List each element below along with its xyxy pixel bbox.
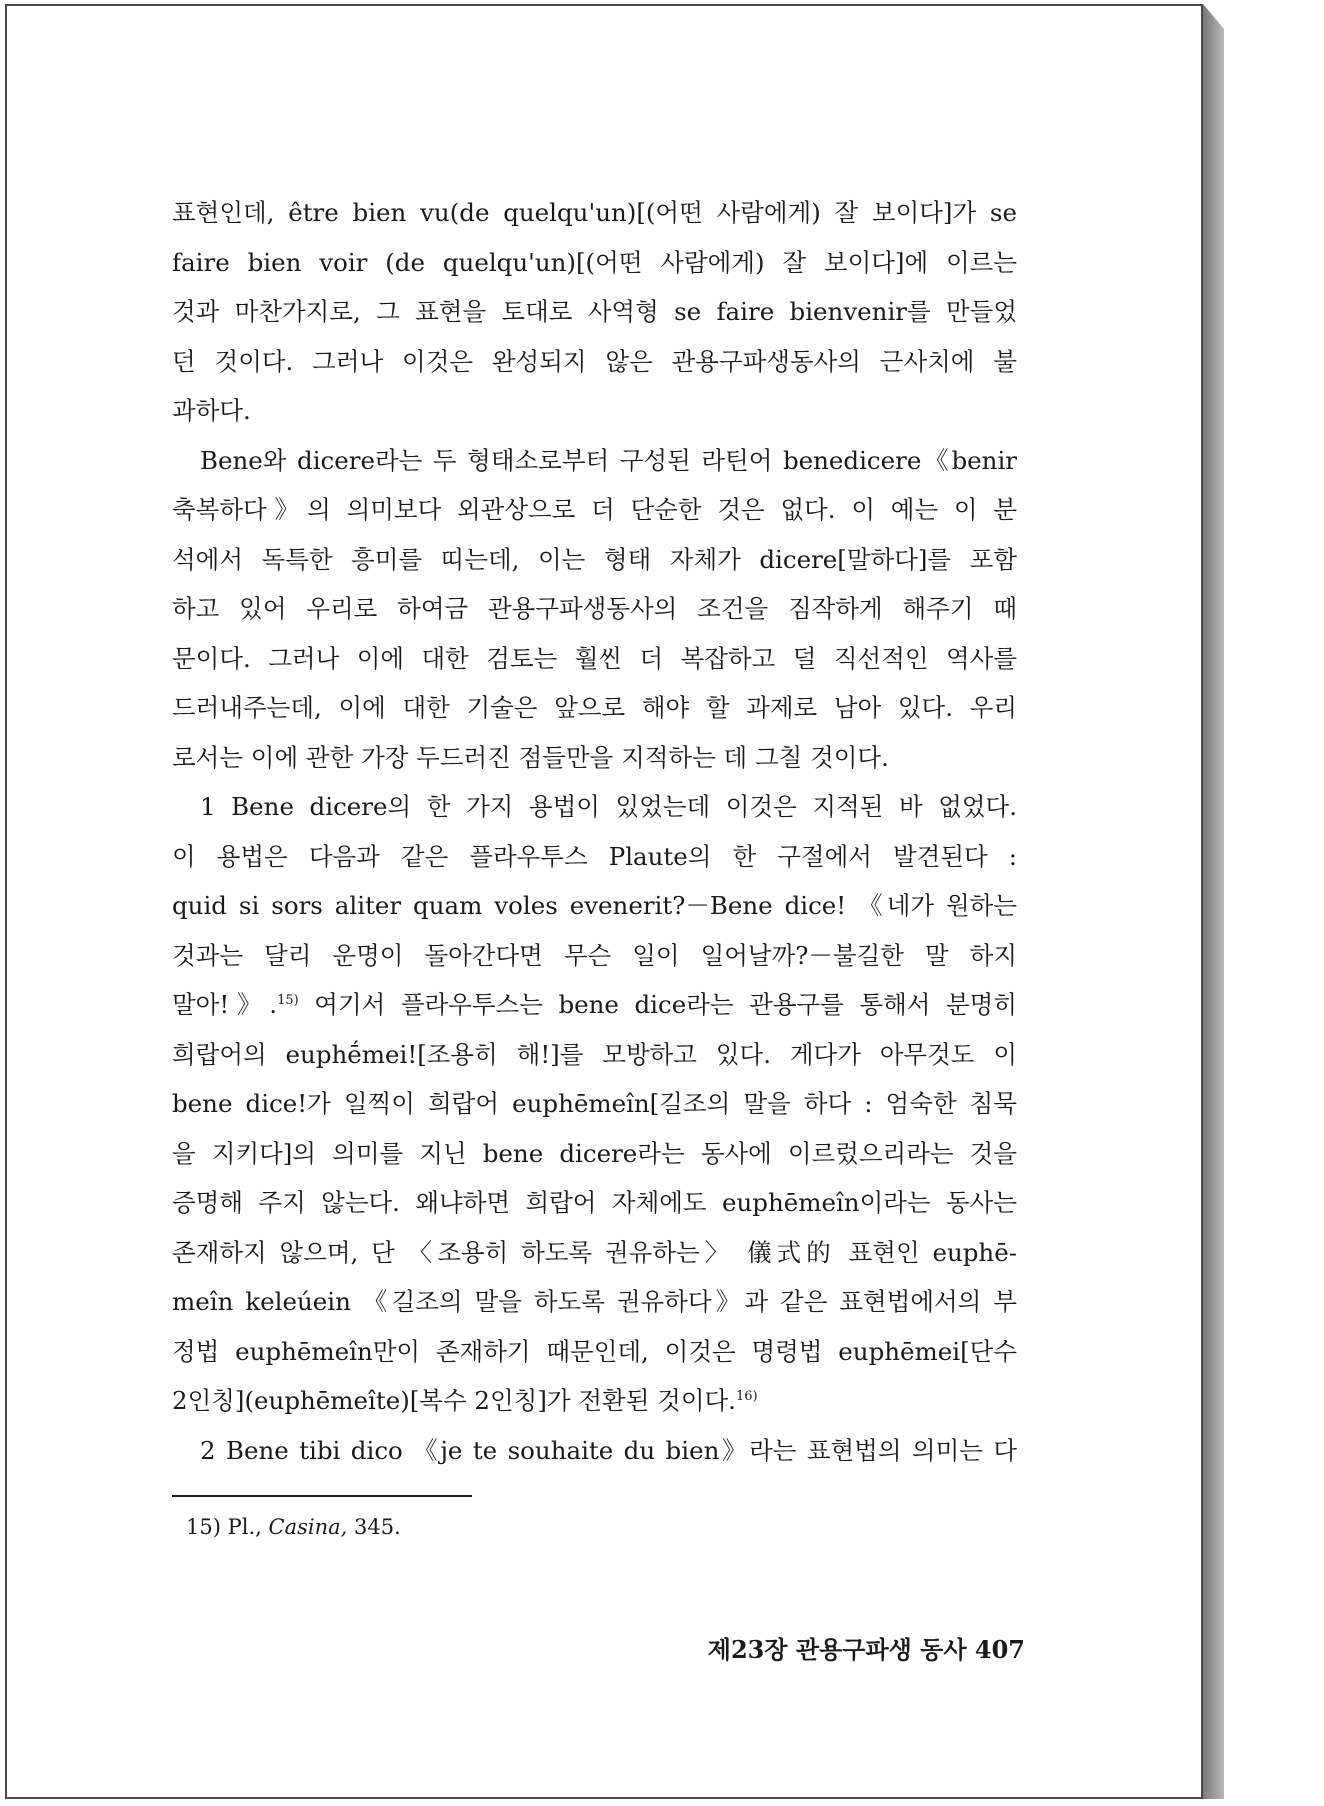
text-line: faire bien voir (de quelqu'un)[(어떤 사람에게) 잘 보이다]에 이르는 <box>172 247 1017 277</box>
text-line: 로서는 이에 관한 가장 두드러진 점들만을 지적하는 데 그칠 것이다. <box>172 742 889 772</box>
text-line: 을 지키다]의 의미를 지닌 bene dicere라는 동사에 이르렀으리라는 것을 <box>172 1138 1017 1168</box>
text-segment: 말아!》. <box>172 990 278 1019</box>
text-line: 드러내주는데, 이에 대한 기술은 앞으로 해야 할 과제로 남아 있다. 우리 <box>172 693 1017 722</box>
text-line: 표현인데, être bien vu(de quelqu'un)[(어떤 사람에게) 잘 보이다]가 se <box>172 198 1017 227</box>
text-segment: 2인칭](euphēmeîte)[복수 2인칭]가 전환된 것이다. <box>172 1386 736 1415</box>
text-line <box>172 1376 1017 1426</box>
body-text <box>172 188 1017 1475</box>
page-stack-edge <box>1203 4 1224 1799</box>
text-line: 증명해 주지 않는다. 왜냐하면 희랍어 자체에도 euphēmeîn이라는 동사는 <box>172 1188 1017 1217</box>
text-line: bene dice!가 일찍이 희랍어 euphēmeîn[길조의 말을 하다 : 엄숙한 침묵 <box>172 1089 1017 1118</box>
text-line: Bene와 dicere라는 두 형태소로부터 구성된 라틴어 benedicere《benir <box>200 445 1017 475</box>
paragraph-1 <box>172 188 1017 436</box>
footnote-author: Pl., <box>227 1515 262 1539</box>
paragraph-2 <box>172 436 1017 783</box>
text-line: 하고 있어 우리로 하여금 관용구파생동사의 조건을 짐작하게 해주기 때 <box>172 594 1017 623</box>
footnote-divider <box>172 1495 472 1497</box>
text-line: 2 Bene tibi dico 《je te souhaite du bien》라는 표현법의 의미는 다 <box>200 1435 1017 1465</box>
text-line: 과하다. <box>172 396 251 425</box>
text-line: meîn keleúein 《길조의 말을 하도록 권유하다》과 같은 표현법에서의 부 <box>172 1287 1017 1316</box>
text-line: 축복하다》의 의미보다 외관상으로 더 단순한 것은 없다. 이 예는 이 분 <box>172 495 1017 524</box>
text-line: quid si sors aliter quam voles evenerit?－Bene dice! 《네가 원하는 <box>172 891 1017 920</box>
footnote-ref-15[interactable]: 15) <box>277 992 299 1008</box>
text-line: 것과는 달리 운명이 돌아간다면 무슨 일이 일어날까?－불길한 말 하지 <box>172 940 1017 970</box>
text-segment: 여기서 플라우투스는 bene dice라는 관용구를 통해서 분명히 <box>298 990 1017 1019</box>
text-line: 1 Bene dicere의 한 가지 용법이 있었는데 이것은 지적된 바 없었다. <box>200 792 1017 821</box>
text-line: 존재하지 않으며, 단 〈조용히 하도록 권유하는〉 儀式的 표현인 euphē- <box>172 1237 1017 1267</box>
footnote-title: Casina, <box>268 1515 348 1539</box>
text-line: 문이다. 그러나 이에 대한 검토는 훨씬 더 복잡하고 덜 직선적인 역사를 <box>172 643 1017 673</box>
paragraph-4 <box>172 1426 1017 1476</box>
footnote-15 <box>186 1512 401 1542</box>
running-footer: 제23장 관용구파생 동사 407 <box>707 1635 1025 1664</box>
text-line <box>172 980 1017 1030</box>
text-line: 던 것이다. 그러나 이것은 완성되지 않은 관용구파생동사의 근사치에 불 <box>172 346 1017 376</box>
text-line: 이 용법은 다음과 같은 플라우투스 Plaute의 한 구절에서 발견된다 : <box>172 841 1017 871</box>
footnote-ref-16[interactable]: 16) <box>735 1388 758 1404</box>
text-line: 정법 euphēmeîn만이 존재하기 때문인데, 이것은 명령법 euphēmei[단수 <box>172 1336 1017 1366</box>
text-line: 석에서 독특한 흥미를 띠는데, 이는 형태 자체가 dicere[말하다]를 포함 <box>172 544 1017 574</box>
footnote-number: 15) <box>186 1515 221 1539</box>
paragraph-3 <box>172 782 1017 1426</box>
footnote-page: 345. <box>354 1515 401 1539</box>
text-line: 희랍어의 euphḗmei![조용히 해!]를 모방하고 있다. 게다가 아무것도 이 <box>172 1039 1017 1069</box>
text-line: 것과 마찬가지로, 그 표현을 토대로 사역형 se faire bienvenir를 만들었 <box>172 297 1017 326</box>
